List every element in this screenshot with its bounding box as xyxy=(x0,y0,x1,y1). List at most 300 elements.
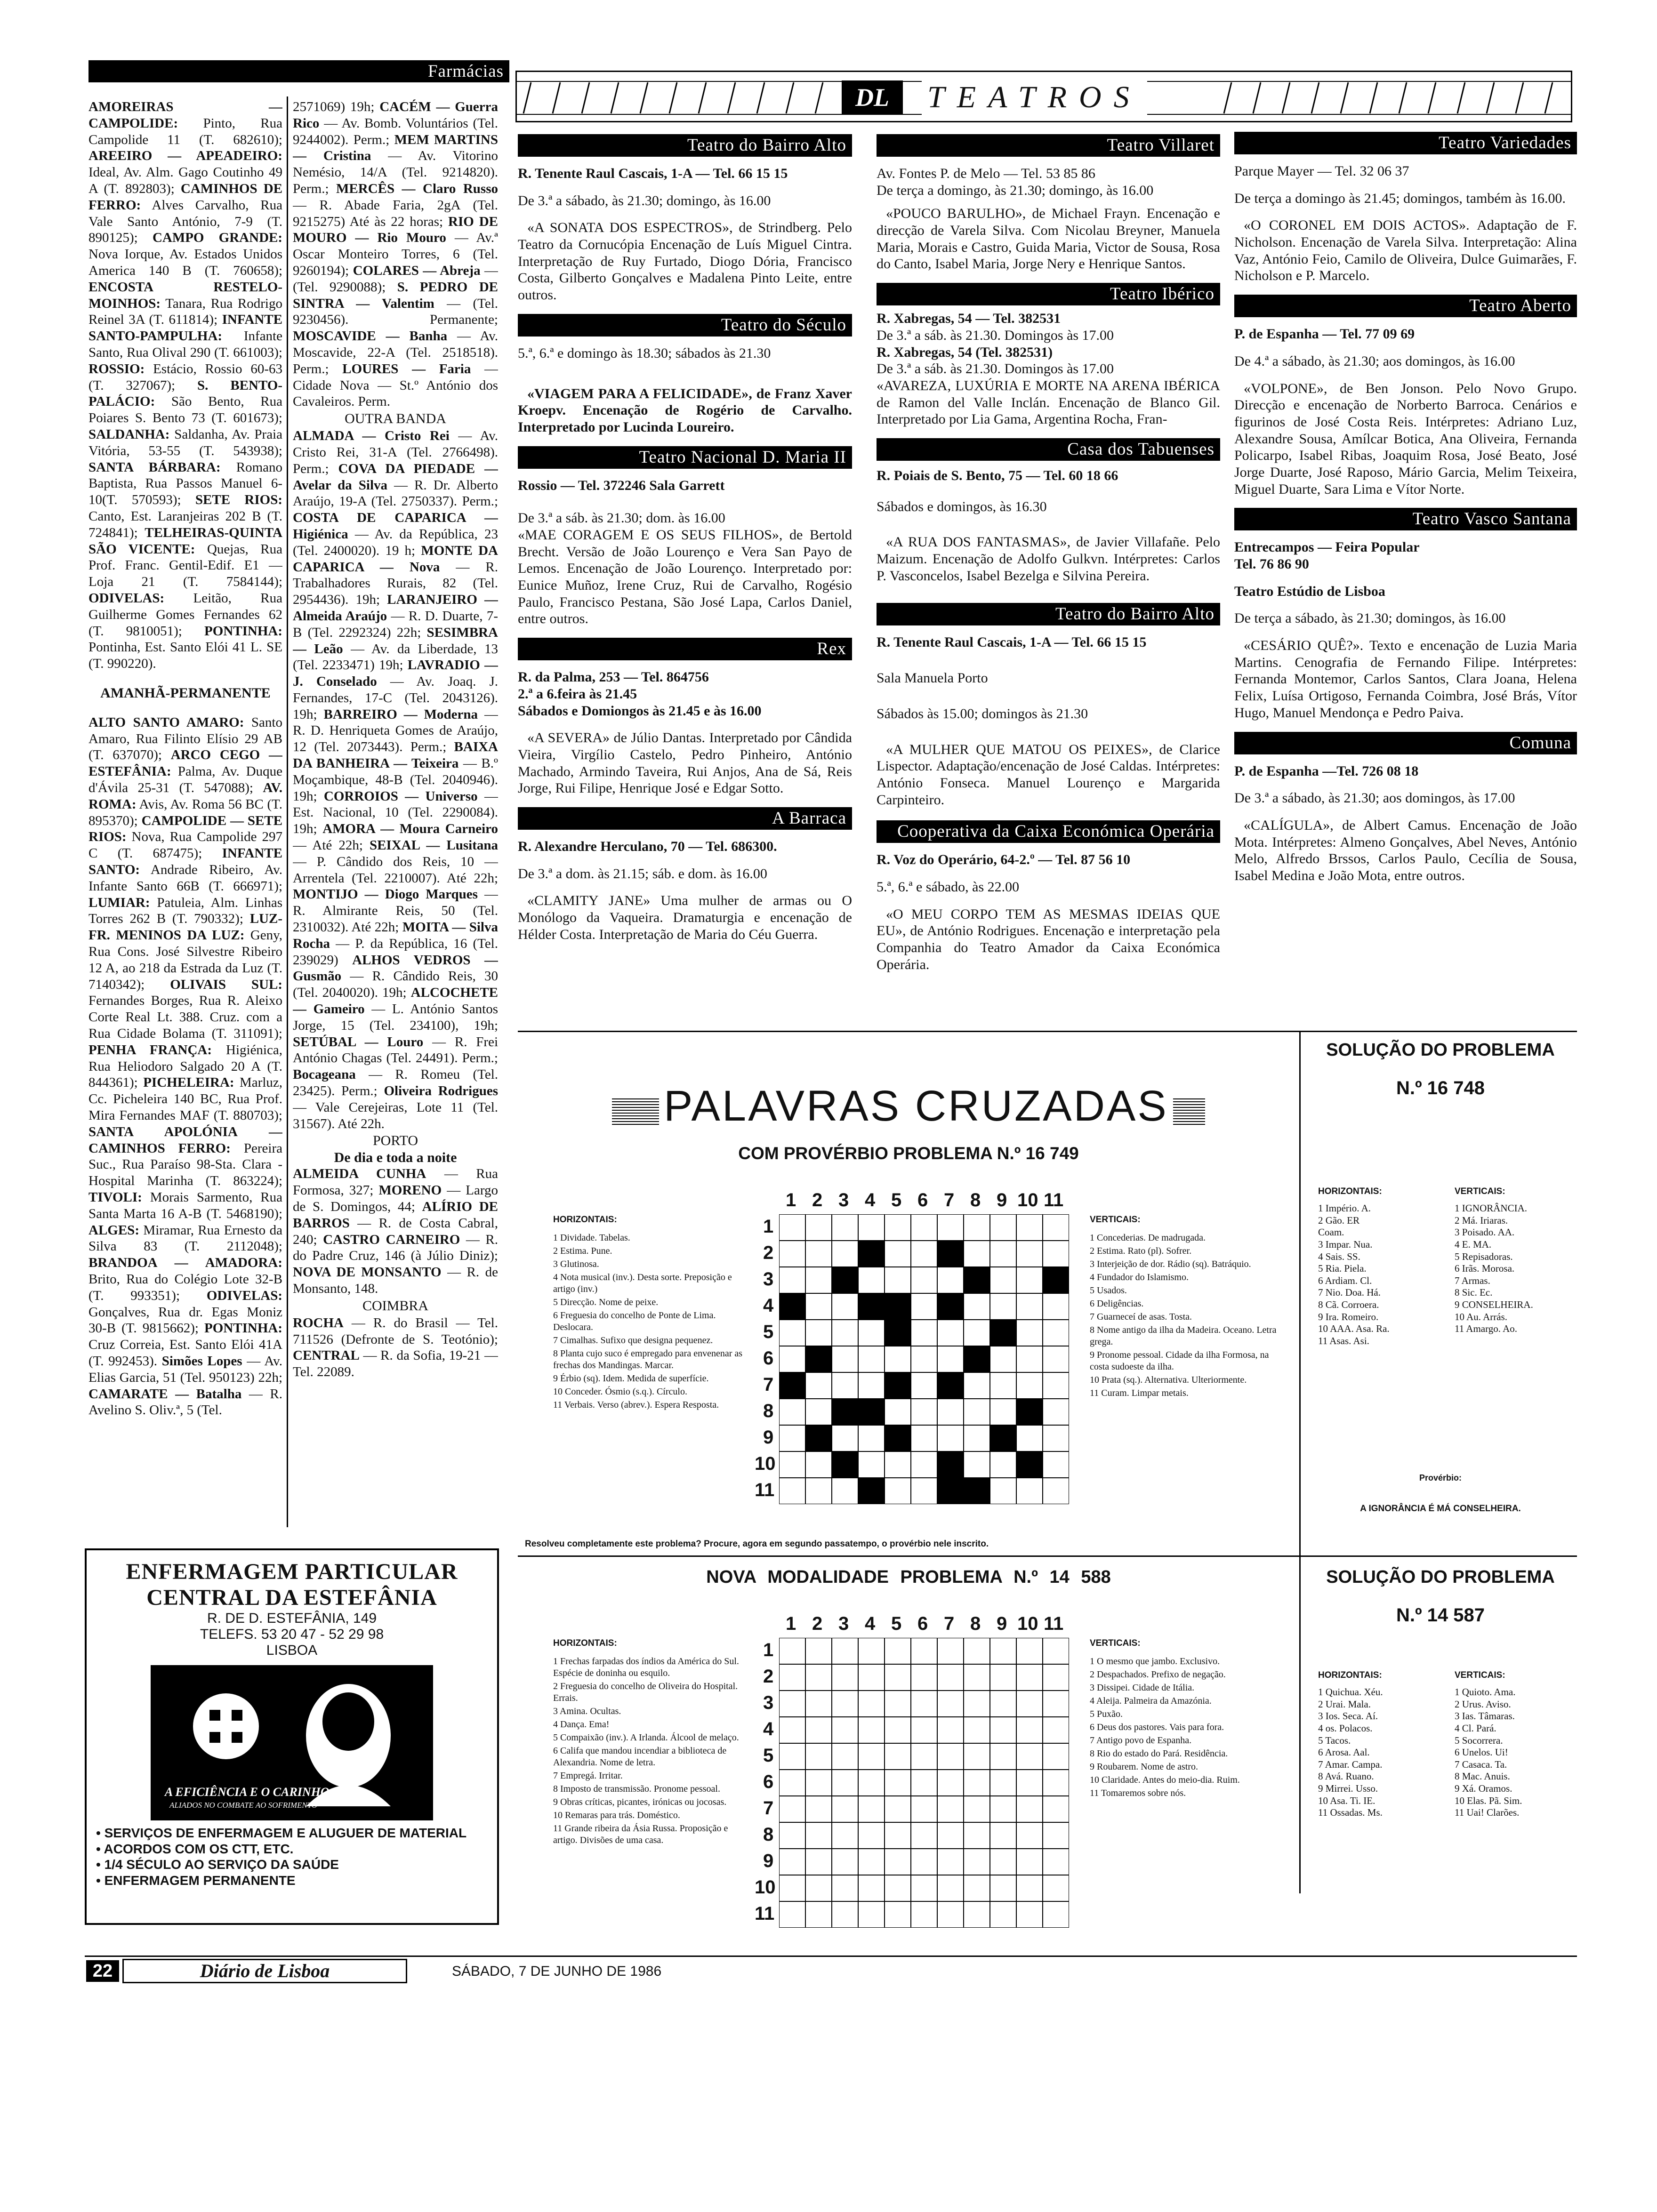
clue-item: 4 Fundador do Islamismo. xyxy=(1090,1272,1189,1282)
grid-cell[interactable] xyxy=(1016,1214,1043,1241)
grid-cell[interactable] xyxy=(779,1691,805,1717)
grid-cell[interactable] xyxy=(1043,1770,1069,1796)
grid-cell[interactable] xyxy=(832,1293,858,1320)
grid-row-number: 9 xyxy=(763,1427,774,1448)
grid-cell[interactable] xyxy=(832,1638,858,1664)
grid-cell[interactable] xyxy=(964,1743,990,1770)
grid-cell[interactable] xyxy=(779,1241,805,1267)
grid-cell[interactable] xyxy=(990,1691,1016,1717)
grid-cell[interactable] xyxy=(805,1372,832,1399)
grid-cell[interactable] xyxy=(937,1743,964,1770)
ad-title-2: CENTRAL DA ESTEFÂNIA xyxy=(146,1585,437,1610)
grid-cell[interactable] xyxy=(964,1822,990,1849)
grid-cell[interactable] xyxy=(1043,1743,1069,1770)
grid-cell[interactable] xyxy=(858,1691,885,1717)
grid-cell[interactable] xyxy=(911,1901,937,1928)
grid-col-number: 7 xyxy=(944,1190,955,1210)
grid-cell[interactable] xyxy=(832,1875,858,1901)
grid-cell[interactable] xyxy=(964,1320,990,1346)
grid-cell[interactable] xyxy=(858,1664,885,1691)
grid-cell[interactable] xyxy=(858,1717,885,1743)
grid-cell[interactable] xyxy=(779,1822,805,1849)
ad-slogan-1: A EFICIÊNCIA E O CARINHO xyxy=(165,1785,330,1799)
clue-item: 5 Usados. xyxy=(1090,1285,1127,1296)
grid-cell[interactable] xyxy=(937,1796,964,1822)
schedule-bairro-alto-2: Sábados às 15.00; domingos às 21.30 xyxy=(877,705,1088,721)
crossword-1-grid[interactable] xyxy=(755,1190,1069,1504)
grid-black-cell xyxy=(937,1241,964,1267)
grid-cell[interactable] xyxy=(858,1770,885,1796)
grid-cell[interactable] xyxy=(1016,1320,1043,1346)
grid-cell[interactable] xyxy=(779,1399,805,1425)
pharmacy-block-today: AMOREIRAS — CAMPOLIDE: Pinto, Rua Campolide 11 (T. 682610); AREEIRO — APEADEIRO: Ideal, Av. Alm. Gago Coutinho 49 A (T. 892803); CAMINHOS DE FERRO: Alves Carvalho, Rua Vale Santo António, 7-9 (T. 890125); CAMPO GRANDE: Nova Iorque, Av. Estados Unidos America 140 B (T. 760658); ENCOSTA RESTELO-MOINHOS: Tanara, Rua Rodrigo Reinel 3A (T. 611814); INFANTE SANTO-PAMPULHA: Infante Santo, Rua Olival 290 (T. 661003); ROSSIO: Estácio, Rossio 60-63 (T. 327067); S. BENTO-PALÁCIO: São Bento, Rua Poiares S. Bento 73 (T. 601673); SALDANHA: Saldanha, Av. Praia Vitória, 53-55 (T. 543938); SANTA BÁRBARA: Romano Baptista, Rua Passos Manuel 6-10(T. 570593); SETE RIOS: Canto, Est. Laranjeiras 202 B (T. 724841); TELHEIRAS-QUINTA SÃO VICENTE: Quejas, Rua Prof. Franc. Gentil-Edif. E1 — Loja 21 (T. 7584144); ODIVELAS: Leitão, Rua Guilherme Gomes Fernandes 62 (T. 9810051); PONTINHA: Pontinha, Est. Santo Elói 41 L. SE (T. 990220). xyxy=(88,99,282,672)
grid-cell[interactable] xyxy=(832,1770,858,1796)
grid-cell[interactable] xyxy=(805,1664,832,1691)
teatros-banner xyxy=(515,71,1572,122)
grid-cell[interactable] xyxy=(1016,1822,1043,1849)
grid-cell[interactable] xyxy=(858,1822,885,1849)
solution-item: 6 Ardiam. Cl. xyxy=(1318,1274,1372,1286)
header-seculo: Teatro do Século xyxy=(518,314,852,337)
grid-cell[interactable] xyxy=(779,1875,805,1901)
grid-cell[interactable] xyxy=(937,1346,964,1372)
grid-cell[interactable] xyxy=(1043,1214,1069,1241)
grid-cell[interactable] xyxy=(885,1770,911,1796)
solution-item: 3 Ios. Seca. Aí. xyxy=(1318,1710,1378,1722)
grid-col-number: 2 xyxy=(812,1190,823,1210)
grid-cell[interactable] xyxy=(885,1267,911,1293)
grid-cell[interactable] xyxy=(832,1717,858,1743)
clue-item: 1 O mesmo que jambo. Exclusivo. xyxy=(1090,1656,1220,1667)
grid-cell[interactable] xyxy=(858,1743,885,1770)
grid-cell[interactable] xyxy=(885,1691,911,1717)
pharmacy-sub-porto: PORTO xyxy=(372,1133,418,1149)
grid-cell[interactable] xyxy=(1043,1241,1069,1267)
grid-row-number: 11 xyxy=(755,1480,775,1500)
grid-black-cell xyxy=(1016,1451,1043,1478)
grid-cell[interactable] xyxy=(885,1849,911,1875)
grid-cell[interactable] xyxy=(885,1214,911,1241)
grid-cell[interactable] xyxy=(911,1293,937,1320)
grid-cell[interactable] xyxy=(990,1451,1016,1478)
grid-cell[interactable] xyxy=(1016,1372,1043,1399)
grid-cell[interactable] xyxy=(885,1451,911,1478)
clues-title: VERTICAIS: xyxy=(1090,1215,1141,1225)
grid-cell[interactable] xyxy=(1016,1293,1043,1320)
grid-cell[interactable] xyxy=(1016,1664,1043,1691)
grid-cell[interactable] xyxy=(858,1796,885,1822)
desc-tabuenses: «A RUA DOS FANTASMAS», de Javier Villafañe. Pelo Maizum. Encenação de Adolfo Gulkvn. Intérpretes: Carlos P. Vasconcelos, Isabel Bezelga e Silvina Pereira. xyxy=(877,534,1220,584)
grid-cell[interactable] xyxy=(1043,1372,1069,1399)
grid-cell[interactable] xyxy=(911,1372,937,1399)
grid-cell[interactable] xyxy=(1043,1399,1069,1425)
grid-cell[interactable] xyxy=(1016,1691,1043,1717)
grid-cell[interactable] xyxy=(1016,1346,1043,1372)
grid-row-number: 5 xyxy=(763,1322,774,1342)
clue-item: 3 Interjeição de dor. Rádio (sq). Batráquio. xyxy=(1090,1258,1251,1269)
grid-cell[interactable] xyxy=(779,1425,805,1451)
header-aberto: Teatro Aberto xyxy=(1234,295,1577,317)
grid-cell[interactable] xyxy=(990,1664,1016,1691)
grid-row-number: 4 xyxy=(763,1295,774,1316)
solution-item: 3 Poisado. AA. xyxy=(1455,1226,1515,1238)
grid-cell[interactable] xyxy=(832,1822,858,1849)
grid-cell[interactable] xyxy=(858,1849,885,1875)
grid-cell[interactable] xyxy=(832,1691,858,1717)
grid-black-cell xyxy=(779,1293,805,1320)
grid-cell[interactable] xyxy=(805,1849,832,1875)
grid-cell[interactable] xyxy=(911,1451,937,1478)
grid-cell[interactable] xyxy=(964,1849,990,1875)
grid-cell[interactable] xyxy=(964,1293,990,1320)
grid-cell[interactable] xyxy=(779,1901,805,1928)
grid-cell[interactable] xyxy=(911,1743,937,1770)
grid-cell[interactable] xyxy=(832,1849,858,1875)
grid-cell[interactable] xyxy=(858,1214,885,1241)
grid-cell[interactable] xyxy=(779,1849,805,1875)
grid-cell[interactable] xyxy=(1016,1875,1043,1901)
grid-cell[interactable] xyxy=(937,1875,964,1901)
grid-cell[interactable] xyxy=(832,1214,858,1241)
clue-item: 1 Dividade. Tabelas. xyxy=(553,1232,630,1243)
grid-cell[interactable] xyxy=(911,1875,937,1901)
address-variedades: Parque Mayer — Tel. 32 06 37 xyxy=(1234,163,1409,179)
address-villaret: Av. Fontes P. de Melo — Tel. 53 85 86 xyxy=(877,166,1095,182)
grid-cell[interactable] xyxy=(937,1399,964,1425)
grid-cell[interactable] xyxy=(990,1399,1016,1425)
grid-cell[interactable] xyxy=(779,1743,805,1770)
grid-cell[interactable] xyxy=(964,1770,990,1796)
grid-cell[interactable] xyxy=(1016,1796,1043,1822)
clue-item: 9 Roubarem. Nome de astro. xyxy=(1090,1761,1198,1772)
grid-cell[interactable] xyxy=(1016,1770,1043,1796)
solution-item: 4 Cl. Pará. xyxy=(1455,1723,1496,1734)
grid-cell[interactable] xyxy=(911,1320,937,1346)
grid-cell[interactable] xyxy=(1016,1849,1043,1875)
grid-cell[interactable] xyxy=(858,1638,885,1664)
grid-cell[interactable] xyxy=(858,1901,885,1928)
grid-cell[interactable] xyxy=(1043,1901,1069,1928)
grid-cell[interactable] xyxy=(885,1743,911,1770)
grid-cell[interactable] xyxy=(990,1717,1016,1743)
grid-cell[interactable] xyxy=(911,1691,937,1717)
grid-cell[interactable] xyxy=(832,1796,858,1822)
grid-cell[interactable] xyxy=(911,1638,937,1664)
grid-cell[interactable] xyxy=(1016,1241,1043,1267)
grid-cell[interactable] xyxy=(911,1478,937,1504)
grid-cell[interactable] xyxy=(1016,1717,1043,1743)
grid-black-cell xyxy=(937,1293,964,1320)
grid-cell[interactable] xyxy=(858,1372,885,1399)
grid-cell[interactable] xyxy=(990,1901,1016,1928)
grid-cell[interactable] xyxy=(885,1822,911,1849)
clue-item: 6 Deligências. xyxy=(1090,1298,1144,1309)
rule-crossword-2 xyxy=(518,1555,1577,1557)
grid-cell[interactable] xyxy=(964,1399,990,1425)
grid-cell[interactable] xyxy=(885,1717,911,1743)
grid-cell[interactable] xyxy=(1043,1293,1069,1320)
solution-2-number: N.º 14 587 xyxy=(1396,1605,1485,1626)
schedule-comuna: De 3.ª a sábado, às 21.30; aos domingos, às 17.00 xyxy=(1234,790,1515,806)
grid-cell[interactable] xyxy=(832,1372,858,1399)
grid-cell[interactable] xyxy=(858,1451,885,1478)
solution-item: 6 Arosa. Aal. xyxy=(1318,1747,1370,1758)
grid-cell[interactable] xyxy=(911,1717,937,1743)
grid-col-number: 7 xyxy=(944,1613,955,1634)
grid-cell[interactable] xyxy=(885,1901,911,1928)
grid-cell[interactable] xyxy=(937,1664,964,1691)
grid-cell[interactable] xyxy=(937,1849,964,1875)
grid-cell[interactable] xyxy=(1043,1875,1069,1901)
crossword-2-grid[interactable] xyxy=(755,1613,1069,1928)
grid-black-cell xyxy=(885,1293,911,1320)
grid-cell[interactable] xyxy=(885,1664,911,1691)
grid-cell[interactable] xyxy=(779,1717,805,1743)
grid-cell[interactable] xyxy=(937,1717,964,1743)
grid-cell[interactable] xyxy=(805,1451,832,1478)
iberico-line-2: De 3.ª a sáb. às 21.30. Domingos às 17.00 xyxy=(877,327,1114,343)
grid-cell[interactable] xyxy=(779,1478,805,1504)
grid-cell[interactable] xyxy=(937,1901,964,1928)
header-bairro-alto: Teatro do Bairro Alto xyxy=(518,134,852,157)
grid-cell[interactable] xyxy=(990,1822,1016,1849)
grid-cell[interactable] xyxy=(911,1346,937,1372)
grid-cell[interactable] xyxy=(990,1478,1016,1504)
grid-cell[interactable] xyxy=(805,1293,832,1320)
grid-col-number: 9 xyxy=(997,1190,1007,1210)
clue-item: 5 Compaixão (inv.). A Irlanda. Álcool de melaço. xyxy=(553,1732,739,1743)
grid-cell[interactable] xyxy=(805,1241,832,1267)
grid-cell[interactable] xyxy=(779,1664,805,1691)
grid-cell[interactable] xyxy=(937,1638,964,1664)
grid-cell[interactable] xyxy=(964,1372,990,1399)
grid-cell[interactable] xyxy=(1043,1638,1069,1664)
grid-cell[interactable] xyxy=(911,1399,937,1425)
ad-title-1: ENFERMAGEM PARTICULAR xyxy=(126,1559,458,1584)
grid-cell[interactable] xyxy=(832,1425,858,1451)
grid-cell[interactable] xyxy=(885,1399,911,1425)
desc-bairro-alto: «A SONATA DOS ESPECTROS», de Strindberg. Pelo Teatro da Cornucópia Encenação de Luís Miguel Cintra. Interpretação de Ruy Furtado, Diogo Dória, Francisco Costa, Gilberto Gonçalves e Madalena Pinto Leite, entre outros. xyxy=(518,220,852,303)
schedule-barraca: De 3.ª a dom. às 21.15; sáb. e dom. às 16.00 xyxy=(518,866,767,882)
grid-cell[interactable] xyxy=(858,1875,885,1901)
grid-cell[interactable] xyxy=(858,1320,885,1346)
grid-row-number: 8 xyxy=(763,1401,774,1421)
grid-cell[interactable] xyxy=(805,1320,832,1346)
pharmacy-column-divider xyxy=(287,96,288,1527)
grid-cell[interactable] xyxy=(990,1875,1016,1901)
grid-cell[interactable] xyxy=(779,1451,805,1478)
grid-cell[interactable] xyxy=(990,1770,1016,1796)
desc-dmaria: «MAE CORAGEM E OS SEUS FILHOS», de Bertold Brecht. Versão de João Lourenço e Vera San Payo de Lemos. Encenação de João Lourenço. Interpretado por: Eunice Muñoz, Irene Cruz, Rui de Carvalho, Rogésio Paulo, Francisco Pestana, São José Lapa, Carlos Daniel, entre outros. xyxy=(518,527,852,627)
grid-cell[interactable] xyxy=(964,1664,990,1691)
grid-cell[interactable] xyxy=(779,1267,805,1293)
grid-cell[interactable] xyxy=(1043,1425,1069,1451)
grid-cell[interactable] xyxy=(779,1214,805,1241)
grid-cell[interactable] xyxy=(779,1770,805,1796)
grid-cell[interactable] xyxy=(990,1796,1016,1822)
grid-cell[interactable] xyxy=(885,1478,911,1504)
clue-item: 8 Nome antigo da ilha da Madeira. Oceano. Letra grega. xyxy=(1090,1324,1277,1347)
grid-cell[interactable] xyxy=(805,1691,832,1717)
address-cooperativa: R. Voz do Operário, 64-2.º — Tel. 87 56 10 xyxy=(877,852,1131,868)
clue-item: 8 Planta cujo suco é empregado para envenenar as frechas dos Mandingas. Marcar. xyxy=(553,1348,743,1370)
solution-2-title: SOLUÇÃO DO PROBLEMA xyxy=(1326,1567,1555,1587)
grid-cell[interactable] xyxy=(805,1822,832,1849)
grid-cell[interactable] xyxy=(990,1241,1016,1267)
grid-cell[interactable] xyxy=(1043,1849,1069,1875)
grid-cell[interactable] xyxy=(858,1425,885,1451)
grid-cell[interactable] xyxy=(911,1664,937,1691)
grid-cell[interactable] xyxy=(964,1796,990,1822)
grid-black-cell xyxy=(858,1241,885,1267)
grid-cell[interactable] xyxy=(1043,1796,1069,1822)
grid-cell[interactable] xyxy=(858,1267,885,1293)
solution-item: 11 Amargo. Ao. xyxy=(1455,1323,1518,1335)
grid-cell[interactable] xyxy=(911,1849,937,1875)
grid-cell[interactable] xyxy=(832,1743,858,1770)
grid-cell[interactable] xyxy=(1016,1425,1043,1451)
grid-cell[interactable] xyxy=(990,1849,1016,1875)
theatre-column-2 xyxy=(877,134,1220,1028)
grid-cell[interactable] xyxy=(990,1293,1016,1320)
grid-cell[interactable] xyxy=(964,1425,990,1451)
grid-cell[interactable] xyxy=(937,1770,964,1796)
schedule-rex: 2.ª a 6.feira às 21.45 Sábados e Domiongos às 21.45 e às 16.00 xyxy=(518,686,762,719)
grid-cell[interactable] xyxy=(1043,1320,1069,1346)
grid-cell[interactable] xyxy=(964,1214,990,1241)
grid-cell[interactable] xyxy=(1016,1743,1043,1770)
grid-cell[interactable] xyxy=(805,1770,832,1796)
grid-cell[interactable] xyxy=(1016,1638,1043,1664)
clue-item: 7 Empregá. Irritar. xyxy=(553,1770,623,1781)
grid-cell[interactable] xyxy=(990,1638,1016,1664)
grid-col-number: 1 xyxy=(786,1613,796,1634)
grid-cell[interactable] xyxy=(911,1770,937,1796)
grid-cell[interactable] xyxy=(779,1320,805,1346)
grid-cell[interactable] xyxy=(885,1638,911,1664)
grid-cell[interactable] xyxy=(1043,1346,1069,1372)
grid-cell[interactable] xyxy=(1043,1664,1069,1691)
grid-cell[interactable] xyxy=(911,1214,937,1241)
grid-cell[interactable] xyxy=(805,1214,832,1241)
grid-black-cell xyxy=(832,1267,858,1293)
address-tabuenses: R. Poiais de S. Bento, 75 — Tel. 60 18 66 xyxy=(877,467,1118,483)
address-aberto: P. de Espanha — Tel. 77 09 69 xyxy=(1234,326,1415,342)
clue-item: 2 Estima. Rato (pl). Sofrer. xyxy=(1090,1245,1192,1256)
grid-cell[interactable] xyxy=(937,1822,964,1849)
grid-cell[interactable] xyxy=(1043,1822,1069,1849)
grid-cell[interactable] xyxy=(779,1796,805,1822)
ad-bullet: • ENFERMAGEM PERMANENTE xyxy=(96,1873,296,1888)
grid-col-number: 10 xyxy=(1017,1613,1038,1634)
ad-bullet: • SERVIÇOS DE ENFERMAGEM E ALUGUER DE MATERIAL xyxy=(96,1826,467,1840)
grid-cell[interactable] xyxy=(805,1399,832,1425)
grid-cell[interactable] xyxy=(911,1425,937,1451)
grid-col-number: 3 xyxy=(838,1190,849,1210)
grid-cell[interactable] xyxy=(990,1743,1016,1770)
schedule-tabuenses: Sábados e domingos, às 16.30 xyxy=(877,498,1047,514)
grid-cell[interactable] xyxy=(1016,1901,1043,1928)
iberico-line-4: De 3.ª a sáb. às 21.30. Domingos às 17.00 xyxy=(877,361,1114,377)
grid-cell[interactable] xyxy=(805,1875,832,1901)
crossword-2-horizontals xyxy=(553,1638,751,1848)
grid-cell[interactable] xyxy=(805,1717,832,1743)
grid-cell[interactable] xyxy=(832,1664,858,1691)
theatre-column-1 xyxy=(518,134,852,1028)
grid-cell[interactable] xyxy=(911,1267,937,1293)
grid-cell[interactable] xyxy=(990,1267,1016,1293)
grid-cell[interactable] xyxy=(858,1346,885,1372)
clue-item: 11 Tomaremos sobre nós. xyxy=(1090,1787,1186,1798)
grid-cell[interactable] xyxy=(832,1478,858,1504)
grid-cell[interactable] xyxy=(937,1425,964,1451)
grid-cell[interactable] xyxy=(964,1901,990,1928)
grid-cell[interactable] xyxy=(964,1717,990,1743)
teatros-title: TEATROS xyxy=(922,79,1147,116)
grid-cell[interactable] xyxy=(911,1241,937,1267)
grid-cell[interactable] xyxy=(885,1346,911,1372)
grid-cell[interactable] xyxy=(832,1346,858,1372)
grid-cell[interactable] xyxy=(964,1451,990,1478)
grid-cell[interactable] xyxy=(990,1372,1016,1399)
grid-cell[interactable] xyxy=(805,1901,832,1928)
grid-cell[interactable] xyxy=(937,1691,964,1717)
grid-cell[interactable] xyxy=(937,1320,964,1346)
grid-cell[interactable] xyxy=(937,1214,964,1241)
grid-cell[interactable] xyxy=(964,1241,990,1267)
grid-cell[interactable] xyxy=(964,1691,990,1717)
grid-cell[interactable] xyxy=(1043,1691,1069,1717)
grid-cell[interactable] xyxy=(805,1796,832,1822)
grid-cell[interactable] xyxy=(964,1875,990,1901)
ad-bullet: • ACORDOS COM OS CTT, ETC. xyxy=(96,1841,294,1856)
grid-row-number: 3 xyxy=(763,1692,774,1713)
desc-villaret: «POUCO BARULHO», de Michael Frayn. Encenação e direcção de Varela Silva. Com Nicolau Breyner, Manuela Maria, Morais e Castro, Guida Maria, Victor de Sousa, Rosa do Canto, Isabel Maria, Jorge Nery e Henrique Santos. xyxy=(877,206,1220,272)
grid-cell[interactable] xyxy=(937,1267,964,1293)
grid-cell[interactable] xyxy=(885,1241,911,1267)
grid-cell[interactable] xyxy=(805,1478,832,1504)
clue-item: 6 Freguesia do concelho de Ponte de Lima. Deslocara. xyxy=(553,1310,716,1332)
grid-cell[interactable] xyxy=(990,1346,1016,1372)
grid-cell[interactable] xyxy=(1016,1267,1043,1293)
grid-cell[interactable] xyxy=(1043,1451,1069,1478)
grid-cell[interactable] xyxy=(832,1320,858,1346)
solution-item: 1 Quioto. Ama. xyxy=(1455,1686,1516,1698)
grid-cell[interactable] xyxy=(885,1796,911,1822)
grid-cell[interactable] xyxy=(911,1796,937,1822)
grid-cell[interactable] xyxy=(964,1638,990,1664)
grid-cell[interactable] xyxy=(1043,1478,1069,1504)
grid-row-number: 2 xyxy=(763,1666,774,1687)
grid-cell[interactable] xyxy=(832,1241,858,1267)
grid-cell[interactable] xyxy=(990,1214,1016,1241)
grid-cell[interactable] xyxy=(885,1875,911,1901)
desc-vasco-santana: «CESÁRIO QUÊ?». Texto e encenação de Luzia Maria Martins. Cenografia de Fernando Filipe. Intérpretes: Fernanda Montemor, Carlos Santos, Clara Joana, Helena Felix, Luísa Ortigoso, Fernanda Coimbra, José Brás, Vítor Hugo, Manuel Mendonça e Pedro Paiva. xyxy=(1234,638,1577,721)
grid-cell[interactable] xyxy=(1016,1478,1043,1504)
grid-cell[interactable] xyxy=(832,1901,858,1928)
grid-cell[interactable] xyxy=(805,1267,832,1293)
solution-item: 1 Império. A. xyxy=(1318,1202,1371,1214)
grid-cell[interactable] xyxy=(779,1638,805,1664)
grid-cell[interactable] xyxy=(1043,1717,1069,1743)
grid-cell[interactable] xyxy=(805,1638,832,1664)
grid-cell[interactable] xyxy=(805,1743,832,1770)
grid-row-number: 11 xyxy=(755,1903,775,1924)
grid-cell[interactable] xyxy=(911,1822,937,1849)
clue-item: 4 Aleija. Palmeira da Amazónia. xyxy=(1090,1695,1212,1706)
grid-col-number: 9 xyxy=(997,1613,1007,1634)
grid-cell[interactable] xyxy=(779,1346,805,1372)
